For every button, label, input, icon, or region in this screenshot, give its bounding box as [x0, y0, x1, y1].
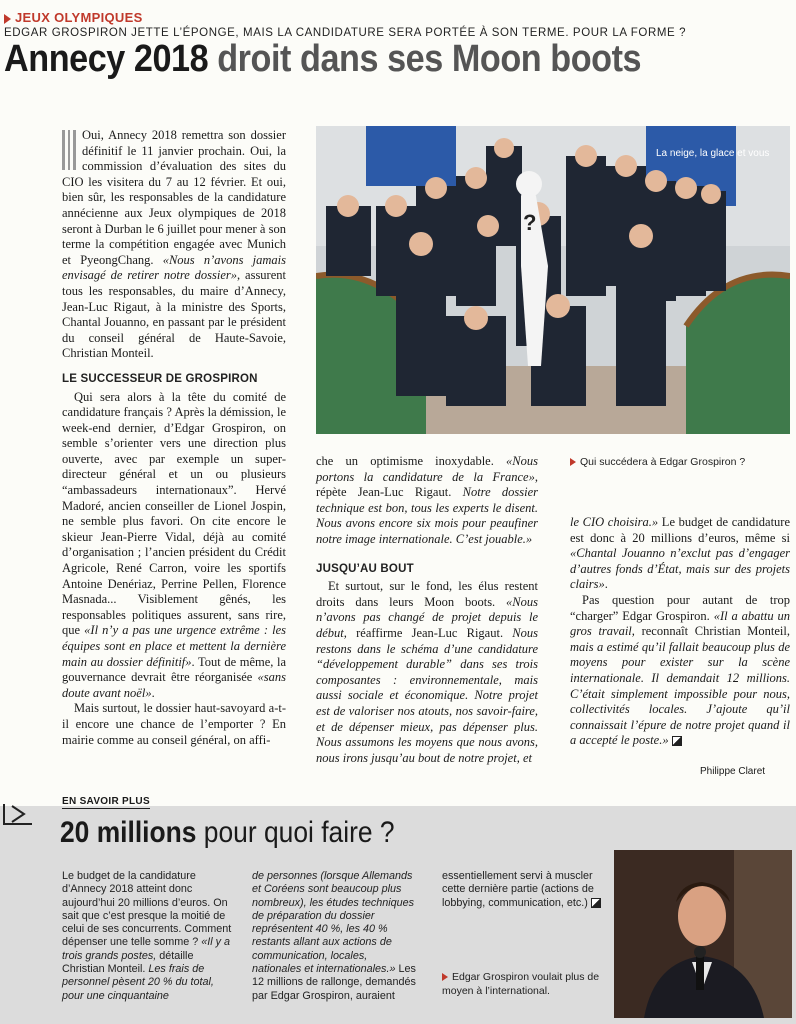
quote: mais a estimé qu’il fallait beaucoup plus de moyens pour exister sur la scène internationale. Il demandait 12 millions. C’était simplement impossible pour nous, collectivités locales. J’ajoute qu’il connaissait l’épure de notre projet quand il a accepté le poste.»	[570, 639, 790, 748]
text: reconnaît Christian Monteil,	[634, 624, 790, 639]
box-title-bold: 20 millions	[60, 816, 197, 849]
text: , répète Jean-Luc Rigaut.	[316, 469, 538, 500]
grospiron-photo-illustration	[614, 850, 792, 1018]
column-1	[62, 128, 286, 748]
column-2	[316, 454, 538, 766]
box-title	[60, 816, 395, 850]
headline-rest: droit dans ses Moon boots	[208, 38, 642, 80]
quote: «Chantal Jouanno n’exclut pas d’engager d’autres fonds d’État, mais sur des projets clairs»	[570, 546, 790, 592]
col3-paragraph-1	[570, 515, 790, 593]
text: .	[604, 577, 608, 592]
headline	[4, 38, 641, 81]
col1-paragraph-2	[62, 390, 286, 702]
quote: Nous restons dans le schéma d’une candidature “développement durable” dans ses trois composantes : environnementale, mais aussi sociale et économique. Notre projet est de valoriser nos atouts, nos savoir-faire, et de dépenser mieux, pas dépenser plus. Nous assumons les moyens que nous avons, nous irons jusqu’au bout de notre projet, et	[316, 625, 538, 765]
text: essentiellement servi à muscler cette dernière partie (actions de lobbying, communication, etc.)	[442, 870, 594, 909]
quote: Les frais de personnel pèsent 20 % du total, pour une cinquantaine	[62, 963, 214, 1002]
headline-bold: Annecy 2018	[4, 38, 209, 80]
text: .	[151, 685, 155, 700]
quote: Notre dossier technique est bon, tous les experts le disent. Nous avons encore six mois pour peaufiner notre image internationale. C’est jouable.»	[316, 485, 539, 546]
drop-bars-icon	[62, 130, 76, 170]
subhead-jusquau-bout: JUSQU’AU BOUT	[316, 562, 414, 575]
photo-caption	[570, 456, 780, 468]
quote: de personnes (lorsque Allemands et Coréens sont beaucoup plus nombreux), les études techniques de préparation du dossier représentent 40 %, les 40 % restants allant aux actions de communication, locales, nationales et internationales.»	[252, 870, 415, 976]
triangle-icon	[570, 458, 576, 466]
end-square-icon	[672, 736, 682, 746]
kicker: EDGAR GROSPIRON JETTE L’ÉPONGE, MAIS LA CANDIDATURE SERA PORTÉE À SON TERME. POUR LA FORME ?	[4, 27, 687, 39]
text: . Tout de même, la gouvernance devrait être réorganisée	[62, 654, 287, 685]
text: , assurent tous les responsables, du maire d’Annecy, Jean-Luc Rigaut, à la ministre des Sports, Chantal Jouanno, en passant par le président du conseil général de Haute-Savoie, Christian Monteil.	[62, 268, 286, 361]
text: Le budget de la candidature d’Annecy 2018 atteint donc aujourd’hui 20 millions d’euros. On sait que c’est presque la moitié de celui de ses concurrents. Comment dépenser une telle somme ?	[62, 870, 232, 949]
arrow-icon	[2, 802, 42, 828]
banner-right-text: La neige, la glace et vous	[656, 148, 770, 159]
quote: le CIO choisira.»	[570, 515, 659, 529]
quote: «Il n’y a pas une urgence extrême : les équipes sont en place et mettent la dernière main au dossier définitif»	[62, 623, 286, 669]
box-column-1	[62, 870, 232, 1003]
end-square-icon	[591, 898, 601, 908]
text: Et surtout, sur le fond, les élus restent droits dans leurs Moon boots.	[316, 579, 538, 609]
rubric-label: JEUX OLYMPIQUES	[15, 10, 143, 25]
col3-paragraph-2	[570, 593, 790, 749]
quote: «Nous n’avons pas changé de projet depuis le début,	[316, 594, 538, 640]
box-photo-caption	[442, 970, 610, 998]
box-photo-caption-text: Edgar Grospiron voulait plus de moyen à l’international.	[442, 971, 600, 997]
col1-paragraph-1	[62, 128, 286, 362]
quote: «Nous n’avons jamais envisagé de retirer notre dossier»	[62, 252, 286, 283]
box-column-3	[442, 870, 608, 910]
quote: «Il y a trois grands postes,	[62, 936, 231, 962]
text: Les 12 millions de rallonge, demandés par Edgar Grospiron, auraient	[252, 963, 416, 1002]
grospiron-photo	[614, 850, 792, 1018]
svg-text:?: ?	[523, 210, 537, 235]
quote: «Nous portons la candidature de la France»	[316, 454, 538, 484]
text: Pas question pour autant de trop “charger” Edgar Grospiron.	[570, 592, 790, 623]
text: détaille Christian Monteil.	[62, 949, 194, 976]
text: Le budget de candidature est donc à 20 millions d’euros, même si	[570, 515, 790, 545]
box-column-2	[252, 870, 418, 1003]
text: Mais surtout, le dossier haut-savoyard a-t-il encore une chance de l’emporter ? En mairie comme au conseil général, on affi-	[62, 701, 286, 747]
column-3	[570, 515, 790, 749]
box-title-rest: pour quoi faire ?	[196, 816, 395, 849]
text: Oui, Annecy 2018 remettra son dossier définitif le 11 janvier prochain. Oui, la commission d’évaluation des sites du CIO les visitera du 7 au 12 février. Et oui, bien sûr, les responsables de la candidature annécienne aux Jeux olympiques de 2018 seront à Durban le 6 juillet pour mener à son terme la compétition engagée avec Munich et PyeongChang.	[62, 128, 286, 267]
group-photo-illustration	[316, 126, 790, 434]
col2-paragraph-1	[316, 454, 538, 548]
triangle-icon	[4, 14, 11, 24]
quote: «sans doute avant noël»	[62, 670, 286, 700]
rubric	[4, 10, 143, 25]
text: réaffirme Jean-Luc Rigaut.	[346, 625, 513, 640]
triangle-icon	[442, 973, 448, 981]
col1-paragraph-3	[62, 701, 286, 748]
photo-caption-text: Qui succédera à Edgar Grospiron ?	[580, 456, 746, 468]
text: che un optimisme inoxydable.	[316, 454, 507, 468]
box-tag: EN SAVOIR PLUS	[62, 796, 150, 807]
text: Qui sera alors à la tête du comité de candidature français ? Après la démission, le week-end dernier, d’Edgar Grospiron, on semble s’orienter vers une direction plus ouverte, avec par exemple un super-directeur général et un ou plusieurs “ambassadeurs internationaux”. Hervé Madoré, ancien conseiller de Lionel Jospin, ne semble plus favori. On cite encore le skieur Jean-Pierre Vidal, déjà au comité d’organisation ; l’ancien président du Crédit Agricole, René Carron, voire les sportifs Antoine Denériaz, Perrine Pellen, Florence Masnada... Visiblement gênés, les responsables politiques assurent, sans rire, que	[62, 389, 286, 638]
quote: «Il a abattu un gros travail,	[570, 608, 790, 639]
subhead-successeur: LE SUCCESSEUR DE GROSPIRON	[62, 372, 258, 385]
signature: Philippe Claret	[700, 766, 766, 777]
group-photo	[316, 126, 790, 434]
col2-paragraph-2	[316, 579, 538, 766]
